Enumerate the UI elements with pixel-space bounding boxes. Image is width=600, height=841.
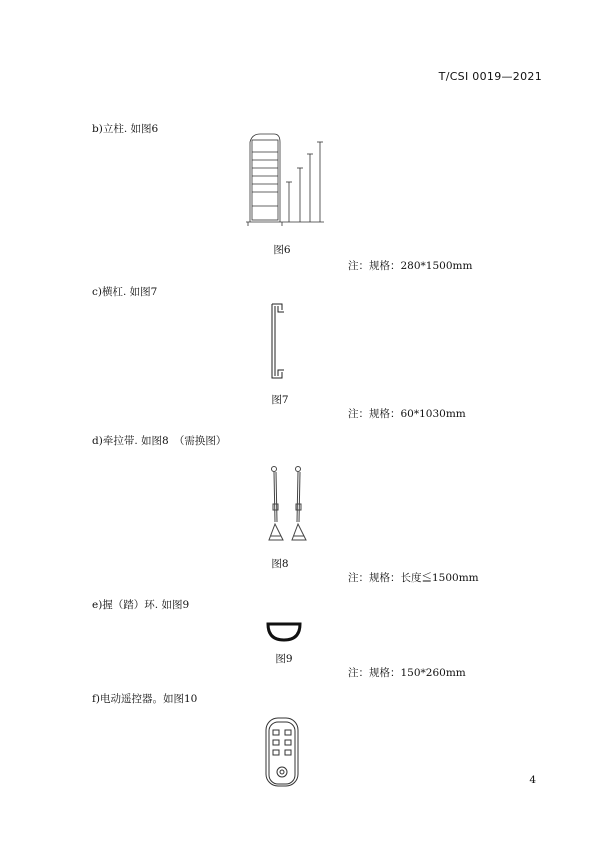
section-heading-pillar: b)立柱. 如图6 [92,123,159,135]
spec-note-9: 注：规格：150*260mm [348,667,466,679]
figure-caption-6: 图6 [273,244,291,256]
figure-caption-9: 图9 [275,653,293,665]
spec-note-8: 注：规格：长度≦1500mm [348,572,479,584]
figure-caption-7: 图7 [271,394,289,406]
section-heading-remote: f)电动遥控器。如图10 [92,693,198,705]
page-number: 4 [529,774,536,786]
remote-control-figure [264,716,300,788]
grip-ring-figure [266,620,302,644]
traction-strap-figure [264,464,314,550]
spec-note-6: 注：规格：280*1500mm [348,260,473,272]
crossbar-figure [268,300,288,382]
figure-caption-8: 图8 [271,558,289,570]
section-heading-crossbar: c)横杠. 如图7 [92,286,158,298]
spec-note-7: 注：规格：60*1030mm [348,408,466,420]
section-heading-strap: d)牵拉带. 如图8 （需换图） [92,435,227,447]
section-heading-ring: e)握（踏）环. 如图9 [92,599,190,611]
pillar-figure [240,132,330,230]
document-id: T/CSI 0019—2021 [438,70,542,83]
